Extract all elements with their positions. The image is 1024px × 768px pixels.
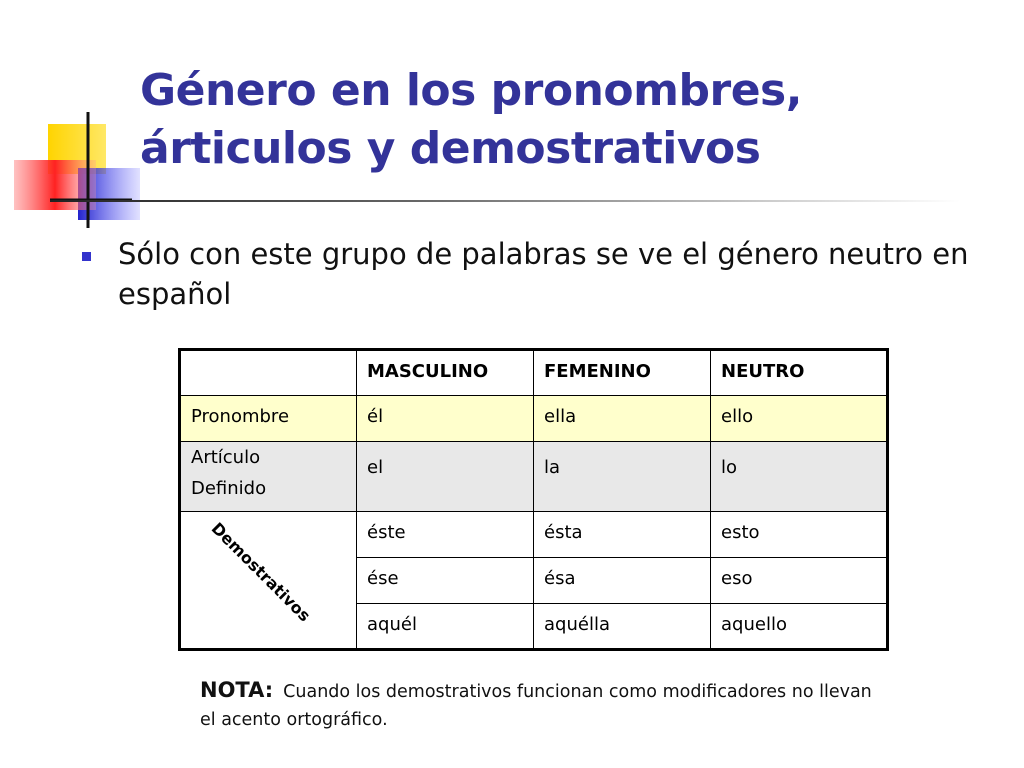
header-masculino: MASCULINO <box>357 350 534 396</box>
title-divider <box>50 200 960 202</box>
table-header-row <box>180 350 888 396</box>
table-cell: eso <box>711 558 888 604</box>
table-row-demostrativo <box>180 512 888 558</box>
table-cell: ello <box>711 396 888 442</box>
table-cell: aquélla <box>534 604 711 650</box>
table-cell: lo <box>711 442 888 512</box>
table-cell: ésa <box>534 558 711 604</box>
table-row-pronombre <box>180 396 888 442</box>
table-cell: aquél <box>357 604 534 650</box>
table-cell: él <box>357 396 534 442</box>
table-cell: aquello <box>711 604 888 650</box>
nota-label: NOTA: <box>200 678 274 702</box>
table-cell: ésta <box>534 512 711 558</box>
nota-note <box>200 676 890 734</box>
table-cell: éste <box>357 512 534 558</box>
row-label-articulo <box>180 442 357 512</box>
nota-text: Cuando los demostrativos funcionan como modificadores no llevan el acento ortográfico. <box>200 682 872 730</box>
title-line-1: Género en los pronombres, <box>140 65 802 116</box>
decorative-corner-graphic <box>0 0 160 240</box>
demostrativos-rotated-label: Demostrativos <box>207 518 315 626</box>
table-cell: el <box>357 442 534 512</box>
header-neutro: NEUTRO <box>711 350 888 396</box>
title-line-2: árticulos y demostrativos <box>140 123 761 174</box>
slide-title <box>140 62 802 178</box>
table-cell: esto <box>711 512 888 558</box>
gender-table <box>178 348 889 651</box>
bullet-item <box>76 234 976 314</box>
table-row-articulo <box>180 442 888 512</box>
table-cell: ése <box>357 558 534 604</box>
bullet-text: Sólo con este grupo de palabras se ve el género neutro en español <box>118 237 969 311</box>
row-label-pronombre: Pronombre <box>180 396 357 442</box>
header-empty-cell <box>180 350 357 396</box>
articulo-label-line-2: Definido <box>191 478 267 499</box>
table-cell: ella <box>534 396 711 442</box>
articulo-label-line-1: Artículo <box>191 447 261 468</box>
row-label-demostrativos <box>180 512 357 650</box>
table-cell: la <box>534 442 711 512</box>
header-femenino: FEMENINO <box>534 350 711 396</box>
bullet-square-icon <box>82 252 91 261</box>
